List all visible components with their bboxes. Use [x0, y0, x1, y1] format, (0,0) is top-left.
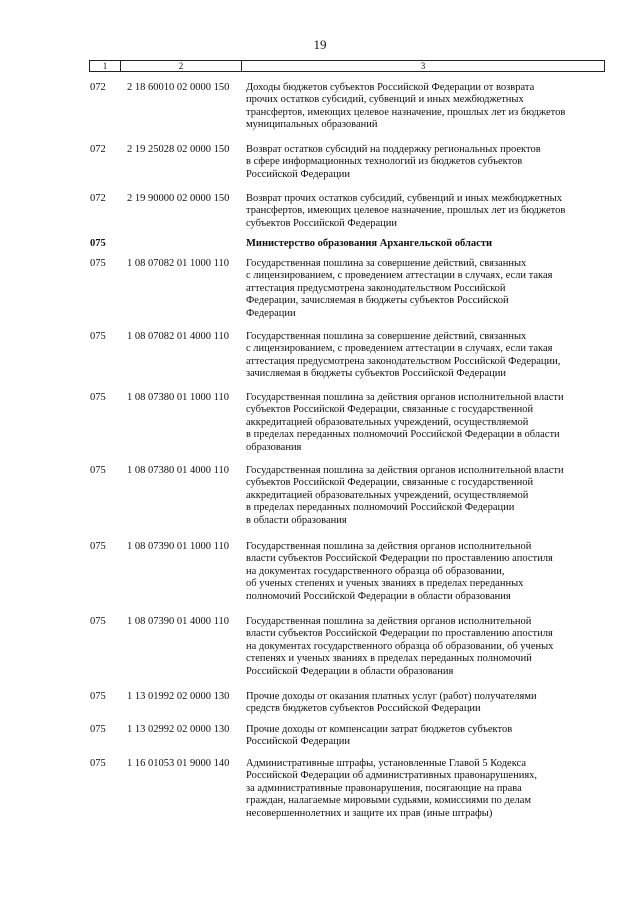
description-line: в сфере информационных технологий из бюджетов субъектов	[246, 156, 523, 168]
description-line: Государственная пошлина за действия органов исполнительной	[246, 541, 532, 552]
description-line: Министерство образования Архангельской области	[246, 238, 493, 249]
description-line: субъектов Российской Федерации, связанные с государственной	[246, 477, 534, 489]
description-line: муниципальных образований	[246, 119, 378, 131]
description-cell	[246, 465, 608, 527]
admin-code-cell: 075	[90, 392, 106, 403]
description-line: прочих остатков субсидий, субвенций и иных межбюджетных	[246, 94, 524, 106]
column-number-3: 3	[420, 61, 426, 71]
description-line: Прочие доходы от компенсации затрат бюджетов субъектов	[246, 724, 513, 735]
admin-code-cell: 075	[90, 691, 106, 702]
budget-code-cell: 1 08 07390 01 4000 110	[127, 616, 229, 627]
description-line: трансфертов, имеющих целевое назначение, прошлых лет из бюджетов	[246, 205, 566, 217]
admin-code-cell: 075	[90, 238, 106, 249]
description-line: власти субъектов Российской Федерации по проставлению апостиля	[246, 628, 553, 640]
description-line: Российской Федерации об административных правонарушениях,	[246, 770, 538, 782]
description-line: Государственная пошлина за совершение действий, связанных	[246, 331, 527, 342]
description-cell	[246, 392, 608, 454]
description-line: Российской Федерации	[246, 736, 350, 748]
table-column-header	[89, 60, 605, 72]
description-line: Российской Федерации в области образования	[246, 665, 454, 677]
description-line: на документах государственного образца об образовании, об ученых	[246, 640, 554, 652]
budget-code-cell: 1 08 07082 01 1000 110	[127, 258, 229, 269]
admin-code-cell: 075	[90, 616, 106, 627]
admin-code-cell: 075	[90, 258, 106, 269]
description-cell	[246, 144, 608, 181]
description-line: Государственная пошлина за действия органов исполнительной	[246, 616, 532, 627]
description-line: Государственная пошлина за совершение действий, связанных	[246, 258, 527, 269]
admin-code-cell: 075	[90, 331, 106, 342]
admin-code-cell: 072	[90, 193, 106, 204]
admin-code-cell: 075	[90, 465, 106, 476]
description-line: субъектов Российской Федерации, связанные с государственной	[246, 404, 534, 416]
budget-code-cell: 1 08 07082 01 4000 110	[127, 331, 229, 342]
budget-code-cell: 2 19 90000 02 0000 150	[127, 193, 230, 204]
description-line: средств бюджетов субъектов Российской Федерации	[246, 703, 481, 715]
description-line: граждан, налагаемые мировыми судьями, комиссиями по делам	[246, 795, 532, 807]
description-cell	[246, 541, 608, 603]
description-cell	[246, 758, 608, 820]
description-cell	[246, 724, 608, 749]
description-line: в пределах переданных полномочий Российской Федерации	[246, 502, 515, 514]
description-cell	[246, 238, 608, 250]
description-line: аттестация предусмотрена законодательством Российской Федерации,	[246, 355, 561, 367]
description-line: полномочий Российской Федерации в области образования	[246, 590, 511, 602]
admin-code-cell: 072	[90, 82, 106, 93]
description-cell	[246, 82, 608, 132]
description-line: несовершеннолетних и защите их прав (иные штрафы)	[246, 807, 493, 819]
budget-code-cell: 1 08 07380 01 1000 110	[127, 392, 229, 403]
description-line: Российской Федерации	[246, 168, 350, 180]
description-line: трансфертов, имеющих целевое назначение, прошлых лет из бюджетов	[246, 106, 566, 118]
admin-code-cell: 075	[90, 541, 106, 552]
description-line: аккредитацией образовательных учреждений, осуществляемой	[246, 489, 529, 501]
admin-code-cell: 072	[90, 144, 106, 155]
description-cell	[246, 616, 608, 678]
description-cell	[246, 258, 608, 320]
column-number-1: 1	[90, 61, 121, 71]
description-line: зачисляемая в бюджеты субъектов Российской Федерации	[246, 368, 506, 380]
budget-code-cell: 1 13 01992 02 0000 130	[127, 691, 230, 702]
admin-code-cell: 075	[90, 724, 106, 735]
description-line: степенях и ученых званиях в пределах переданных полномочий	[246, 653, 532, 665]
budget-code-cell: 1 16 01053 01 9000 140	[127, 758, 230, 769]
description-line: в области образования	[246, 514, 347, 526]
description-line: власти субъектов Российской Федерации по проставлению апостиля	[246, 553, 553, 565]
description-line: Возврат прочих остатков субсидий, субвенций и иных межбюджетных	[246, 193, 562, 204]
description-line: в пределах переданных полномочий Российской Федерации в области	[246, 429, 560, 441]
description-line: за административные правонарушения, посягающие на права	[246, 782, 522, 794]
description-line: Административные штрафы, установленные Главой 5 Кодекса	[246, 758, 526, 769]
description-line: Возврат остатков субсидий на поддержку региональных проектов	[246, 144, 541, 155]
description-line: Доходы бюджетов субъектов Российской Федерации от возврата	[246, 82, 535, 93]
description-line: с лицензированием, с проведением аттестации в случаях, если такая	[246, 270, 553, 282]
description-line: на документах государственного образца об образовании,	[246, 565, 505, 577]
description-cell	[246, 331, 608, 381]
description-line: Государственная пошлина за действия органов исполнительной власти	[246, 465, 564, 476]
description-line: Государственная пошлина за действия органов исполнительной власти	[246, 392, 564, 403]
budget-code-cell: 1 08 07380 01 4000 110	[127, 465, 229, 476]
description-line: аккредитацией образовательных учреждений, осуществляемой	[246, 416, 529, 428]
page-number: 19	[313, 37, 327, 52]
description-line: с лицензированием, с проведением аттестации в случаях, если такая	[246, 343, 553, 355]
budget-code-cell: 1 08 07390 01 1000 110	[127, 541, 229, 552]
description-line: субъектов Российской Федерации	[246, 217, 398, 229]
description-line: аттестация предусмотрена законодательством Российской	[246, 282, 506, 294]
budget-code-cell: 2 19 25028 02 0000 150	[127, 144, 230, 155]
description-line: Федерации	[246, 307, 296, 319]
budget-code-cell: 1 13 02992 02 0000 130	[127, 724, 230, 735]
budget-code-cell: 2 18 60010 02 0000 150	[127, 82, 230, 93]
description-line: Федерации, зачисляемая в бюджеты субъектов Российской	[246, 295, 509, 307]
description-cell	[246, 193, 608, 230]
column-number-2: 2	[121, 61, 242, 71]
admin-code-cell: 075	[90, 758, 106, 769]
description-line: образования	[246, 441, 302, 453]
description-line: об ученых степенях и ученых званиях в пределах переданных	[246, 578, 524, 590]
description-line: Прочие доходы от оказания платных услуг (работ) получателями	[246, 691, 537, 702]
description-cell	[246, 691, 608, 716]
